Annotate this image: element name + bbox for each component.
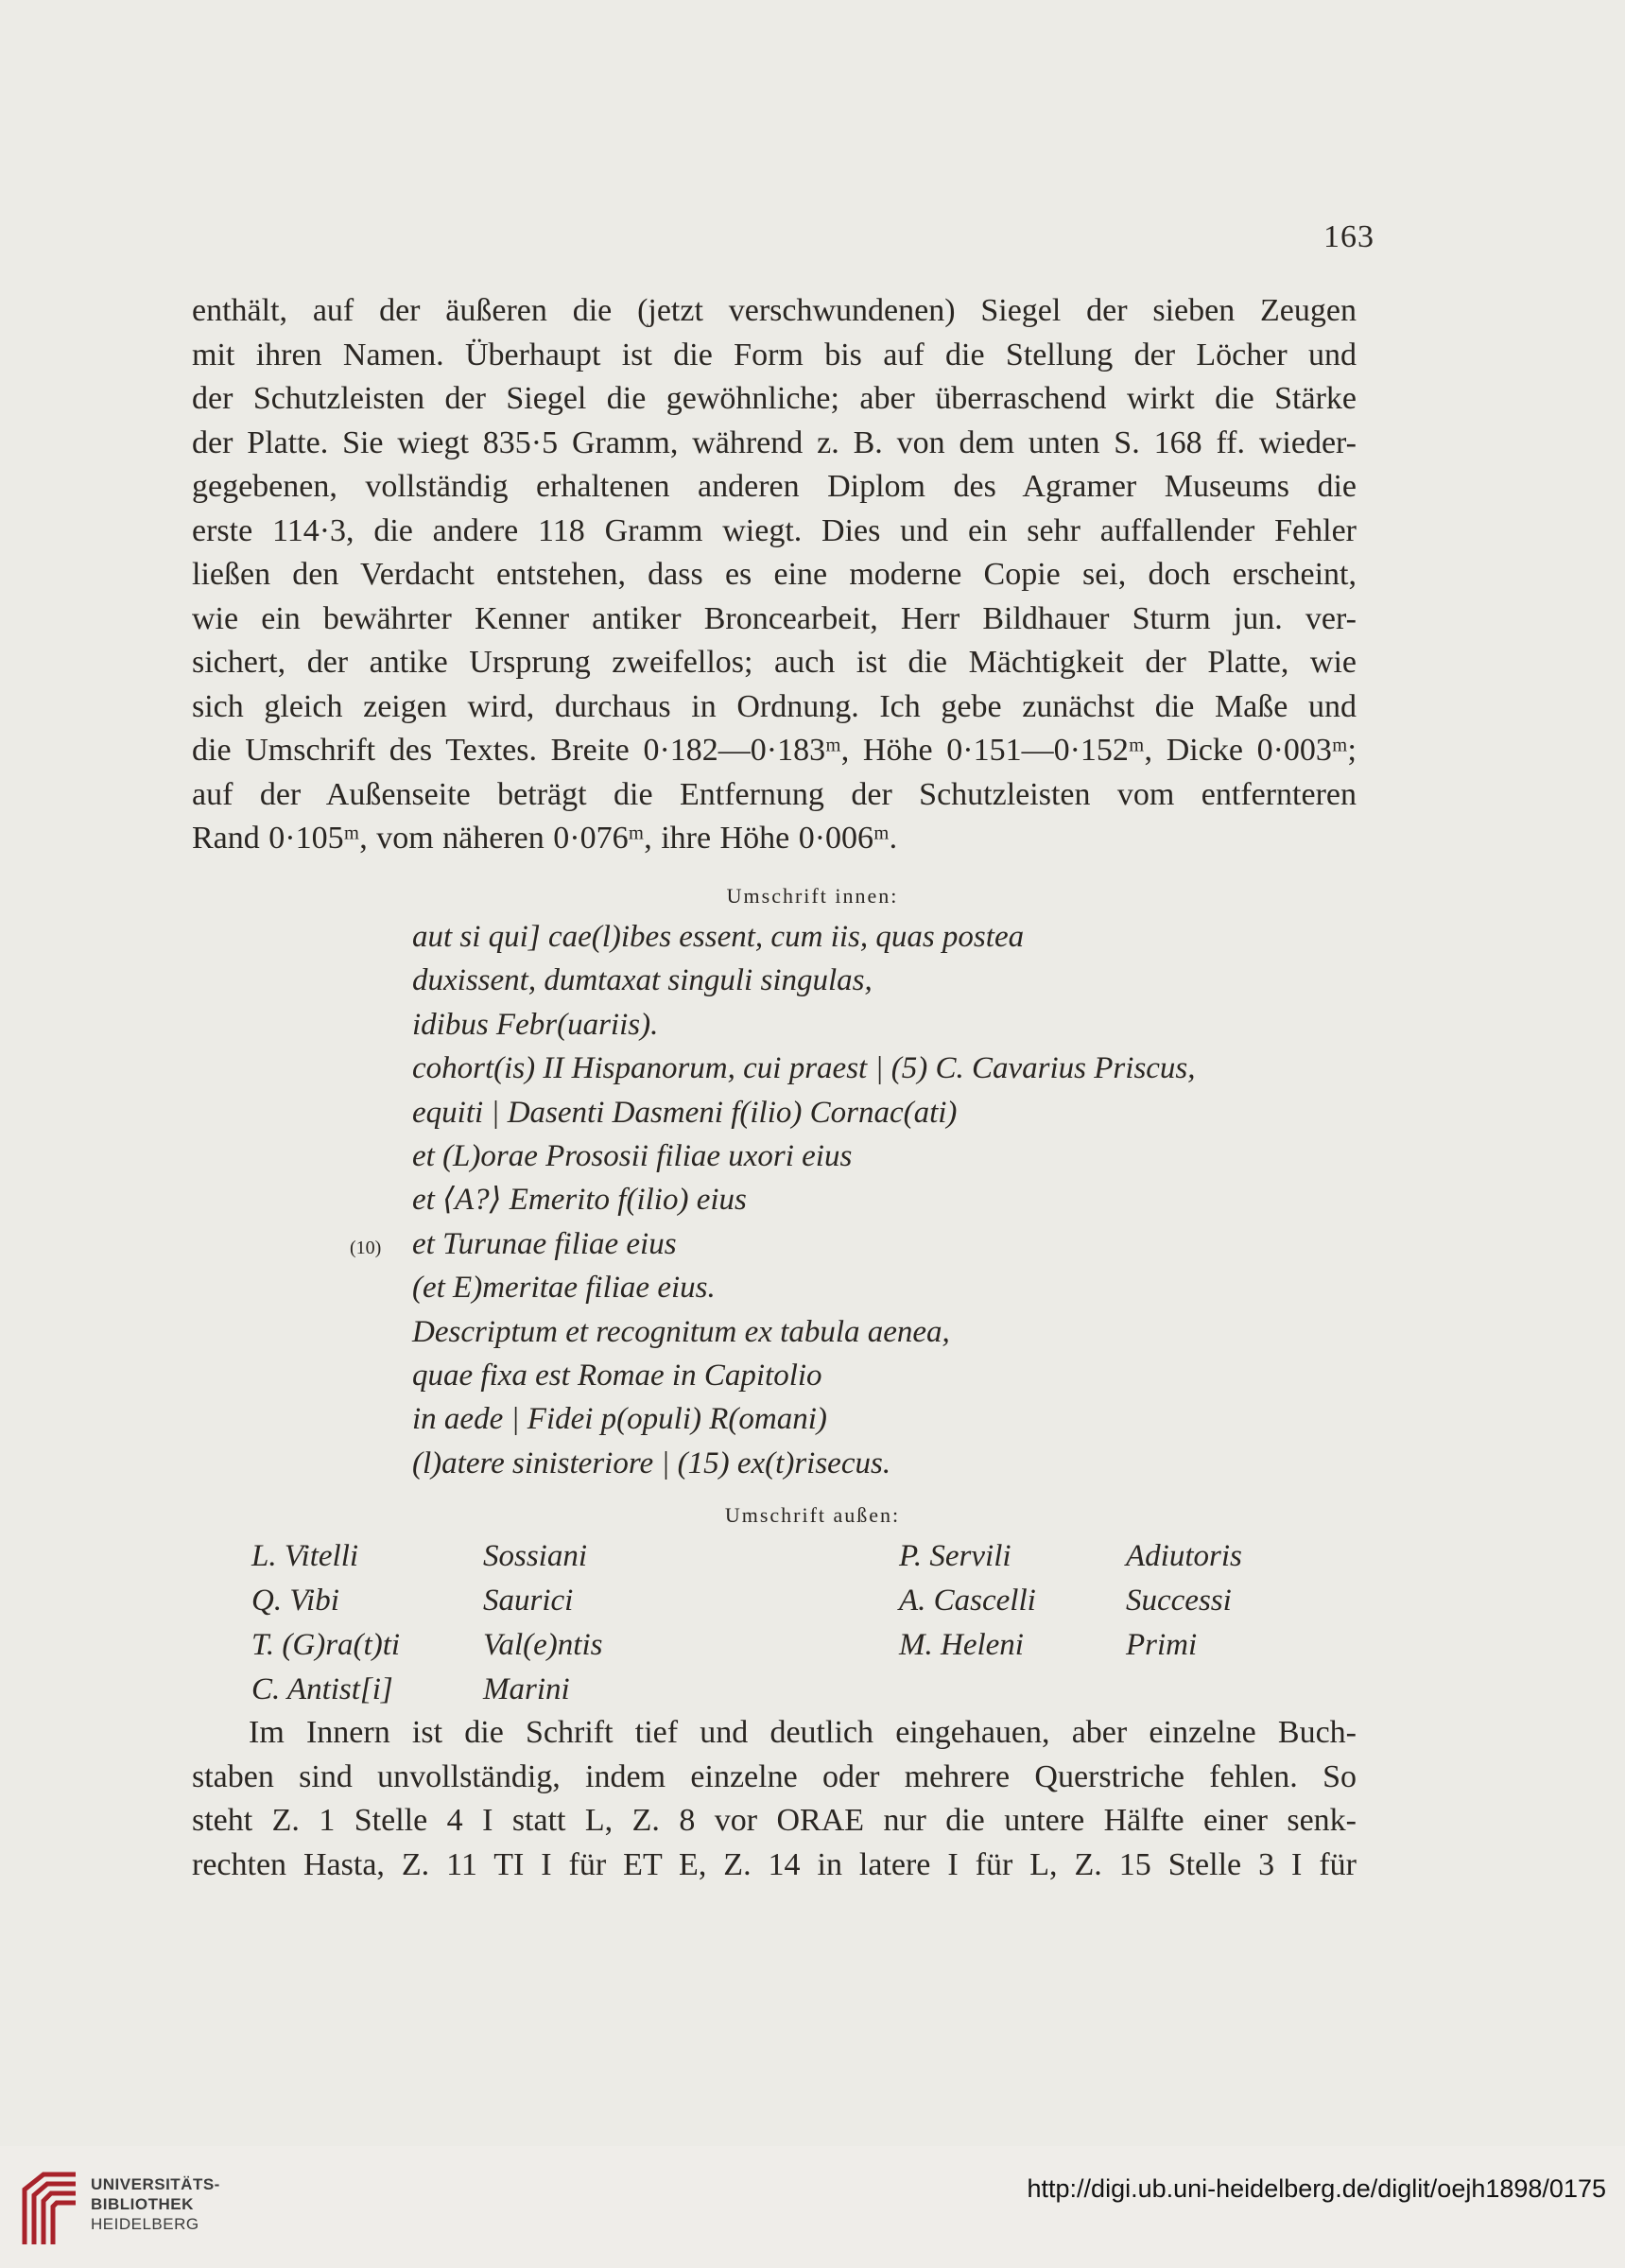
library-name-line1: UNIVERSITÄTS- xyxy=(91,2175,220,2193)
footer-bar xyxy=(0,2146,1625,2268)
inscription-text: et (L)orae Prososii filiae uxori eius xyxy=(412,1138,853,1173)
inscription-line xyxy=(350,959,1342,1002)
inscription-text: (et E)meritae filiae eius. xyxy=(412,1271,716,1306)
inscription-line xyxy=(350,1003,1342,1047)
text-line: rechten Hasta, Z. 11 TI I für ET E, Z. 14 in latere I für L, Z. 15 Stelle 3 I für xyxy=(192,1846,1357,1882)
inscription-text: et ⟨A?⟩ Emerito f(ilio) eius xyxy=(412,1183,747,1218)
witness-name: Saurici xyxy=(483,1584,574,1618)
inscription-text: aut si qui] cae(l)ibes essent, cum iis, quas postea xyxy=(412,920,1025,954)
inscription-text: idibus Febr(uariis). xyxy=(412,1007,659,1042)
library-name xyxy=(91,2174,220,2234)
text-line: auf der Außenseite beträgt die Entfernung der Schutzleisten vom entfernteren xyxy=(192,776,1357,812)
text-line: Im Innern ist die Schrift tief und deutlich eingehauen, aber einzelne Buch- xyxy=(249,1715,1357,1750)
inscription-line xyxy=(350,1354,1342,1397)
text-line: ließen den Verdacht entstehen, dass es eine moderne Copie sei, doch erscheint, xyxy=(192,557,1357,592)
heading-inner-inscription: Umschrift innen: xyxy=(726,884,899,908)
inscription-text: et Turunae filiae eius xyxy=(412,1226,677,1261)
witness-name: Val(e)ntis xyxy=(483,1628,603,1662)
inscription-text: equiti | Dasenti Dasmeni f(ilio) Cornac(ati) xyxy=(412,1095,958,1130)
inscription-line xyxy=(350,1091,1342,1134)
inscription-line xyxy=(350,1266,1342,1309)
text-line: erste 114·3, die andere 118 Gramm wiegt. Dies und ein sehr auffallender Fehler xyxy=(192,512,1357,548)
witness-name: Sossiani xyxy=(483,1539,588,1573)
text-line: der Platte. Sie wiegt 835·5 Gramm, während z. B. von dem unten S. 168 ff. wieder- xyxy=(192,424,1357,460)
text-line: Rand 0·105ᵐ, vom näheren 0·076ᵐ, ihre Höhe 0·006ᵐ. xyxy=(192,821,898,856)
text-line: sich gleich zeigen wird, durchaus in Ordnung. Ich gebe zunächst die Maße und xyxy=(192,688,1357,724)
line-number: (10) xyxy=(350,1237,382,1258)
inscription-line xyxy=(350,1397,1342,1441)
page-number: 163 xyxy=(1323,219,1374,254)
text-line: der Schutzleisten der Siegel die gewöhnliche; aber überraschend wirkt die Stärke xyxy=(192,381,1357,416)
text-line: steht Z. 1 Stelle 4 I statt L, Z. 8 vor ORAE nur die untere Hälfte einer senk- xyxy=(192,1803,1357,1838)
inscription-line xyxy=(350,1310,1342,1354)
text-line: enthält, auf der äußeren die (jetzt verschwundenen) Siegel der sieben Zeugen xyxy=(192,293,1357,328)
text-line: die Umschrift des Textes. Breite 0·182—0·183ᵐ, Höhe 0·151—0·152ᵐ, Dicke 0·003ᵐ; xyxy=(192,733,1357,768)
paragraph-1 xyxy=(192,289,1357,861)
inscription-text: quae fixa est Romae in Capitolio xyxy=(412,1358,822,1393)
inscription-line xyxy=(350,1442,1342,1485)
inscription-inner xyxy=(350,915,1342,1485)
witness-name: Q. Vibi xyxy=(251,1584,339,1618)
witness-name: Successi xyxy=(1126,1584,1232,1618)
library-logo[interactable] xyxy=(19,2169,236,2248)
text-line: wie ein bewährter Kenner antiker Broncearbeit, Herr Bildhauer Sturm jun. ver- xyxy=(192,600,1357,636)
witness-row xyxy=(251,1623,1291,1668)
witness-name: T. (G)ra(t)ti xyxy=(251,1628,401,1662)
library-name-line2: BIBLIOTHEK xyxy=(91,2195,194,2213)
inscription-text: (l)atere sinisteriore | (15) ex(t)risecus. xyxy=(412,1446,891,1480)
witness-name: M. Heleni xyxy=(899,1628,1024,1662)
inscription-text: in aede | Fidei p(opuli) R(omani) xyxy=(412,1402,827,1437)
library-logo-icon xyxy=(19,2169,81,2248)
inscription-text: duxissent, dumtaxat singuli singulas, xyxy=(412,963,873,998)
witness-name: A. Cascelli xyxy=(899,1584,1036,1618)
inscription-line xyxy=(350,1178,1342,1221)
witness-row xyxy=(251,1534,1291,1579)
witness-row xyxy=(251,1668,1291,1712)
witness-name: Marini xyxy=(483,1672,570,1706)
paragraph-2 xyxy=(192,1711,1357,1887)
witness-name: C. Antist[i] xyxy=(251,1672,393,1706)
inscription-text: Descriptum et recognitum ex tabula aenea, xyxy=(412,1314,950,1349)
witness-name: Primi xyxy=(1126,1628,1198,1662)
heading-outer-inscription: Umschrift außen: xyxy=(724,1503,901,1527)
inscription-line xyxy=(350,1222,1342,1266)
source-url-link[interactable]: http://digi.ub.uni-heidelberg.de/diglit/oejh1898/0175 xyxy=(1027,2174,1606,2203)
witness-list xyxy=(251,1534,1291,1712)
inscription-text: cohort(is) II Hispanorum, cui praest | (5) C. Cavarius Priscus, xyxy=(412,1051,1196,1086)
witness-name: P. Servili xyxy=(899,1539,1011,1573)
text-line: mit ihren Namen. Überhaupt ist die Form bis auf die Stellung der Löcher und xyxy=(192,337,1357,372)
text-line: staben sind unvollständig, indem einzelne oder mehrere Querstriche fehlen. So xyxy=(192,1758,1357,1794)
library-name-line3: HEIDELBERG xyxy=(91,2215,199,2233)
inscription-line xyxy=(350,1047,1342,1090)
witness-name: Adiutoris xyxy=(1126,1539,1242,1573)
inscription-line xyxy=(350,915,1342,959)
text-line: sichert, der antike Ursprung zweifellos; auch ist die Mächtigkeit der Platte, wie xyxy=(192,645,1357,680)
inscription-line xyxy=(350,1134,1342,1178)
witness-name: L. Vitelli xyxy=(251,1539,359,1573)
text-line: gegebenen, vollständig erhaltenen anderen Diplom des Agramer Museums die xyxy=(192,469,1357,504)
witness-row xyxy=(251,1579,1291,1623)
